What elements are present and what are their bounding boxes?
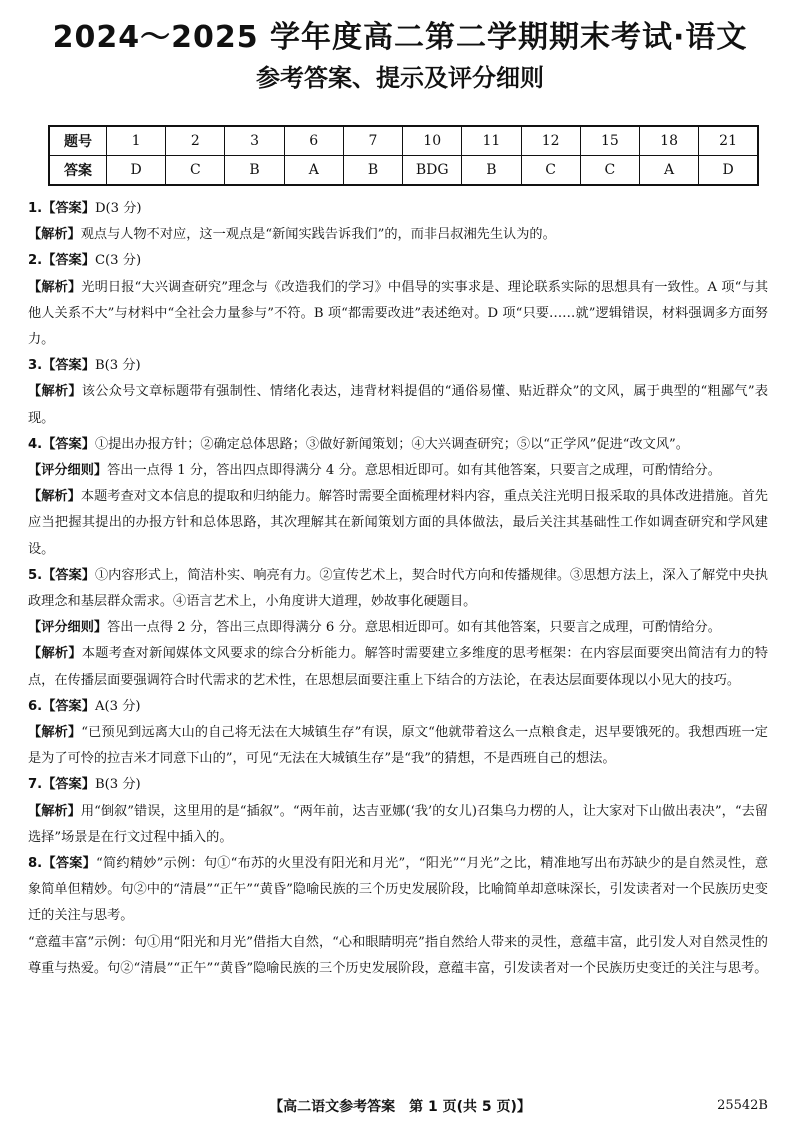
answer-cell: C bbox=[580, 156, 639, 186]
analysis-item-3: 【解析】该公众号文章标题带有强制性、情绪化表达，违背材料提倡的“通俗易懂、贴近群众”的文风，属于典型的“粗鄙气”表现。 bbox=[28, 384, 769, 426]
analysis-item-2: 【解析】光明日报“大兴调查研究”理念与《改造我们的学习》中倡导的实事求是、理论联系实际的思想具有一致性。A 项“与其他人关系不大”与材料中“全社会力量参与”不符。B 项“都需要改进”表述绝对。D 项“只要……就”逻辑错误，材料强调多方面努力。 bbox=[28, 279, 769, 348]
scoring-item-5: 【评分细则】答出一点得 2 分，答出三点即得满分 6 分。意思相近即可。如有其他答案，只要言之成理，可酌情给分。 bbox=[28, 620, 721, 636]
scoring-item-4: 【评分细则】答出一点得 1 分，答出四点即得满分 4 分。意思相近即可。如有其他答案，只要言之成理，可酌情给分。 bbox=[28, 463, 721, 479]
analysis-item-5: 【解析】本题考查对新闻媒体文风要求的综合分析能力。解答时需要建立多维度的思考框架：在内容层面要突出简洁有力的特点，在传播层面要强调符合时代需求的艺术性，在思想层面要注重上下结合的方法论，在表达层面要体现以小见大的技巧。 bbox=[28, 646, 769, 688]
analysis-item-6: 【解析】“已预见到远离大山的自己将无法在大城镇生存”有误，原文“他就带着这么一点粮食走，迟早要饿死的。我想西班一定是为了可怜的拉吉米才同意下山的”，可见“无法在大城镇生存”是“我”的猜想，不是西班自己的想法。 bbox=[28, 725, 768, 767]
question-number: 7 bbox=[343, 126, 402, 156]
page-title: 2024～2025 学年度高二第二学期期末考试·语文 bbox=[52, 20, 748, 55]
answer-item-7: 7.【答案】B(3 分) bbox=[28, 777, 141, 793]
row-label: 题号 bbox=[49, 126, 107, 156]
answer-item-2: 2.【答案】C(3 分) bbox=[28, 253, 142, 269]
answer-item-8-example: “意蕴丰富”示例：句①用“阳光和月光”借指大自然，“心和眼睛明亮”指自然给人带来的灵性，意蕴丰富，此引发人对自然灵性的尊重与热爱。句②“清晨”“正午”“黄昏”隐喻民族的三个历史发展阶段，意蕴丰富，引发读者对一个民族历史变迁的关注与思考。 bbox=[28, 934, 768, 976]
question-number: 10 bbox=[403, 126, 462, 156]
answer-cell: A bbox=[284, 156, 343, 186]
answer-cell: B bbox=[462, 156, 521, 186]
page-subtitle: 参考答案、提示及评分细则 bbox=[256, 64, 544, 92]
question-number-row bbox=[49, 126, 758, 156]
answer-cell: B bbox=[225, 156, 284, 186]
question-number: 1 bbox=[107, 126, 166, 156]
answer-cell: D bbox=[699, 156, 758, 186]
answer-cell: BDG bbox=[403, 156, 462, 186]
analysis-item-7: 【解析】用“倒叙”错误，这里用的是“插叙”。“两年前，达吉亚娜(‘我’的女儿)召集乌力楞的人，让大家对下山做出表决”，“去留选择”场景是在行文过程中插入的。 bbox=[28, 803, 768, 845]
question-number: 18 bbox=[639, 126, 698, 156]
question-number: 6 bbox=[284, 126, 343, 156]
answer-item-4: 4.【答案】①提出办报方针；②确定总体思路；③做好新闻策划；④大兴调查研究；⑤以“正学风”促进“改文风”。 bbox=[28, 436, 689, 452]
answer-cell: D bbox=[107, 156, 166, 186]
answer-cell: A bbox=[639, 156, 698, 186]
answer-item-6: 6.【答案】A(3 分) bbox=[28, 698, 141, 714]
question-number: 15 bbox=[580, 126, 639, 156]
answer-content bbox=[28, 196, 768, 982]
answer-cell: C bbox=[521, 156, 580, 186]
question-number: 21 bbox=[699, 126, 758, 156]
answer-item-3: 3.【答案】B(3 分) bbox=[28, 358, 141, 374]
question-number: 11 bbox=[462, 126, 521, 156]
analysis-item-4: 【解析】本题考查对文本信息的提取和归纳能力。解答时需要全面梳理材料内容，重点关注光明日报采取的具体改进措施。首先应当把握其提出的办报方针和总体思路，其次理解其在新闻策划方面的具体做法，最后关注其基础性工作如调查研究和学风建设。 bbox=[28, 489, 768, 557]
answer-cell: B bbox=[343, 156, 402, 186]
answer-item-1: 1.【答案】D(3 分) bbox=[28, 201, 142, 216]
answer-table bbox=[48, 125, 759, 186]
answer-item-5: 5.【答案】①内容形式上，简洁朴实、响亮有力。②宣传艺术上，契合时代方向和传播规律。③思想方法上，深入了解党中央执政理念和基层群众需求。④语言艺术上，小角度讲大道理，妙故事化硬题目。 bbox=[28, 567, 768, 610]
answer-item-8: 8.【答案】“简约精妙”示例：句①“布苏的火里没有阳光和月光”，“阳光”“月光”之比，精准地写出布苏缺少的是自然灵性，意象简单但精妙。句②中的“清晨”“正午”“黄昏”隐喻民族的三个历史发展阶段，比喻简单却意味深长，引发读者对一个民族历史变迁的关注与思考。 bbox=[28, 856, 769, 924]
question-number: 3 bbox=[225, 126, 284, 156]
question-number: 2 bbox=[166, 126, 225, 156]
row-label: 答案 bbox=[49, 156, 107, 186]
answer-row bbox=[49, 156, 758, 186]
document-code: 25542B bbox=[717, 1098, 768, 1113]
answer-cell: C bbox=[166, 156, 225, 186]
page-footer: 【高二语文参考答案 第 1 页(共 5 页)】 bbox=[269, 1099, 531, 1115]
question-number: 12 bbox=[521, 126, 580, 156]
analysis-item-1: 【解析】观点与人物不对应，这一观点是“新闻实践告诉我们”的，而非吕叔湘先生认为的。 bbox=[28, 227, 556, 243]
